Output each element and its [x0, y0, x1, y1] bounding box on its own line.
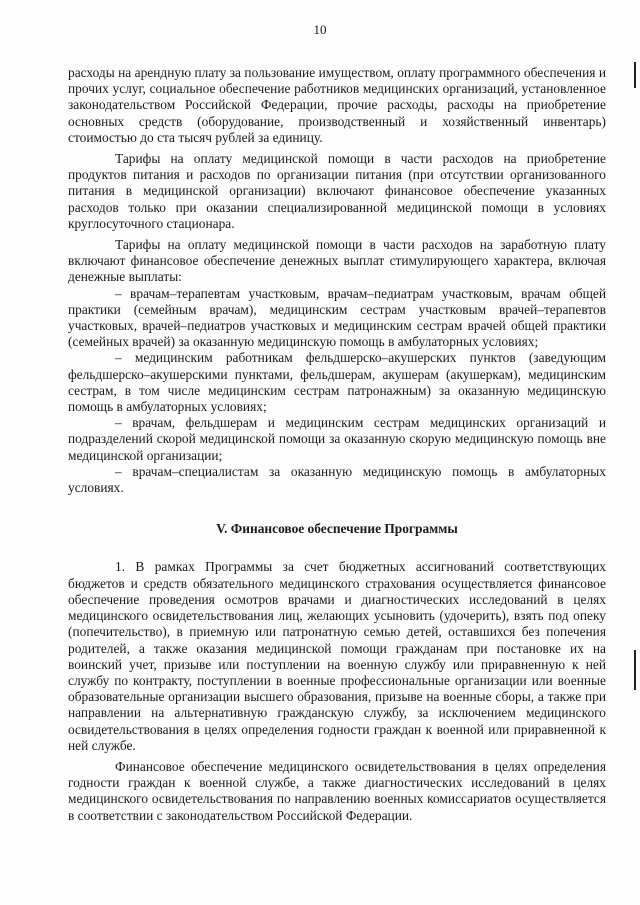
page-number: 10 [313, 22, 327, 37]
scan-edge-mark [634, 62, 636, 88]
list-item: – врачам, фельдшерам и медицинским сестрам медицинских организаций и подразделений скорой медицинской помощи за оказанную скорую медицинскую помощь вне медицинской организации; [68, 415, 606, 463]
paragraph: Финансовое обеспечение медицинского освидетельствования в целях определения годности граждан к военной службе, а также диагностических исследований в целях медицинского освидетельствования по направлению военных комиссариатов осуществляется в соответствии с законодательством Российской Федерации. [68, 758, 606, 823]
list-item: – медицинским работникам фельдшерско–акушерских пунктов (заведующим фельдшерско–акушерскими пунктами, фельдшерам, акушерам (акушеркам), медицинским сестрам, в том числе медицинским сестрам патронажным) за оказанную медицинскую помощь в амбулаторных условиях; [68, 350, 606, 415]
list-item: – врачам–терапевтам участковым, врачам–педиатрам участковым, врачам общей практики (семейным врачам), медицинским сестрам участковым врачей–терапевтов участковых, врачей–педиатров участковых и медицинским сестрам врачей общей практики (семейных врачей) за оказанную медицинскую помощь в амбулаторных условиях; [68, 285, 606, 350]
scan-edge-mark [634, 650, 636, 690]
document-body [68, 65, 606, 824]
paragraph: 1. В рамках Программы за счет бюджетных ассигнований соответствующих бюджетов и средств обязательного медицинского страхования осуществляется финансовое обеспечение проведения осмотров врачами и диагностических исследований в целях медицинского освидетельствования лиц, желающих усыновить (удочерить), взять под опеку (попечительство), в приемную или патронатную семью детей, оставшихся без попечения родителей, а также оказания медицинской помощи гражданам при постановке их на воинский учет, призыве или поступлении на военную службу или приравненную к ней службу по контракту, поступлении в военные профессиональные организации или военные образовательные организации высшего образования, призыве на военные сборы, а также при направлении на альтернативную гражданскую службу, за исключением медицинского освидетельствования в целях определения годности граждан к военной или приравненной к ней службе. [68, 559, 606, 753]
list-item: – врачам–специалистам за оказанную медицинскую помощь в амбулаторных условиях. [68, 463, 606, 496]
section-heading: V. Финансовое обеспечение Программы [216, 521, 458, 537]
paragraph: Тарифы на оплату медицинской помощи в части расходов на заработную плату включают финансовое обеспечение денежных выплат стимулирующего характера, включая денежные выплаты: [68, 237, 606, 285]
paragraph: Тарифы на оплату медицинской помощи в части расходов на приобретение продуктов питания и расходов по организации питания (при отсутствии организованного питания в медицинской организации) включают финансовое обеспечение указанных расходов только при оказании специализированной медицинской помощи в условиях круглосуточного стационара. [68, 151, 606, 231]
paragraph: расходы на арендную плату за пользование имуществом, оплату программного обеспечения и прочих услуг, социальное обеспечение работников медицинских организаций, установленное законодательством Российской Федерации, прочие расходы, расходы на приобретение основных средств (оборудование, производственный и хозяйственный инвентарь) стоимостью до ста тысяч рублей за единицу. [68, 65, 606, 145]
